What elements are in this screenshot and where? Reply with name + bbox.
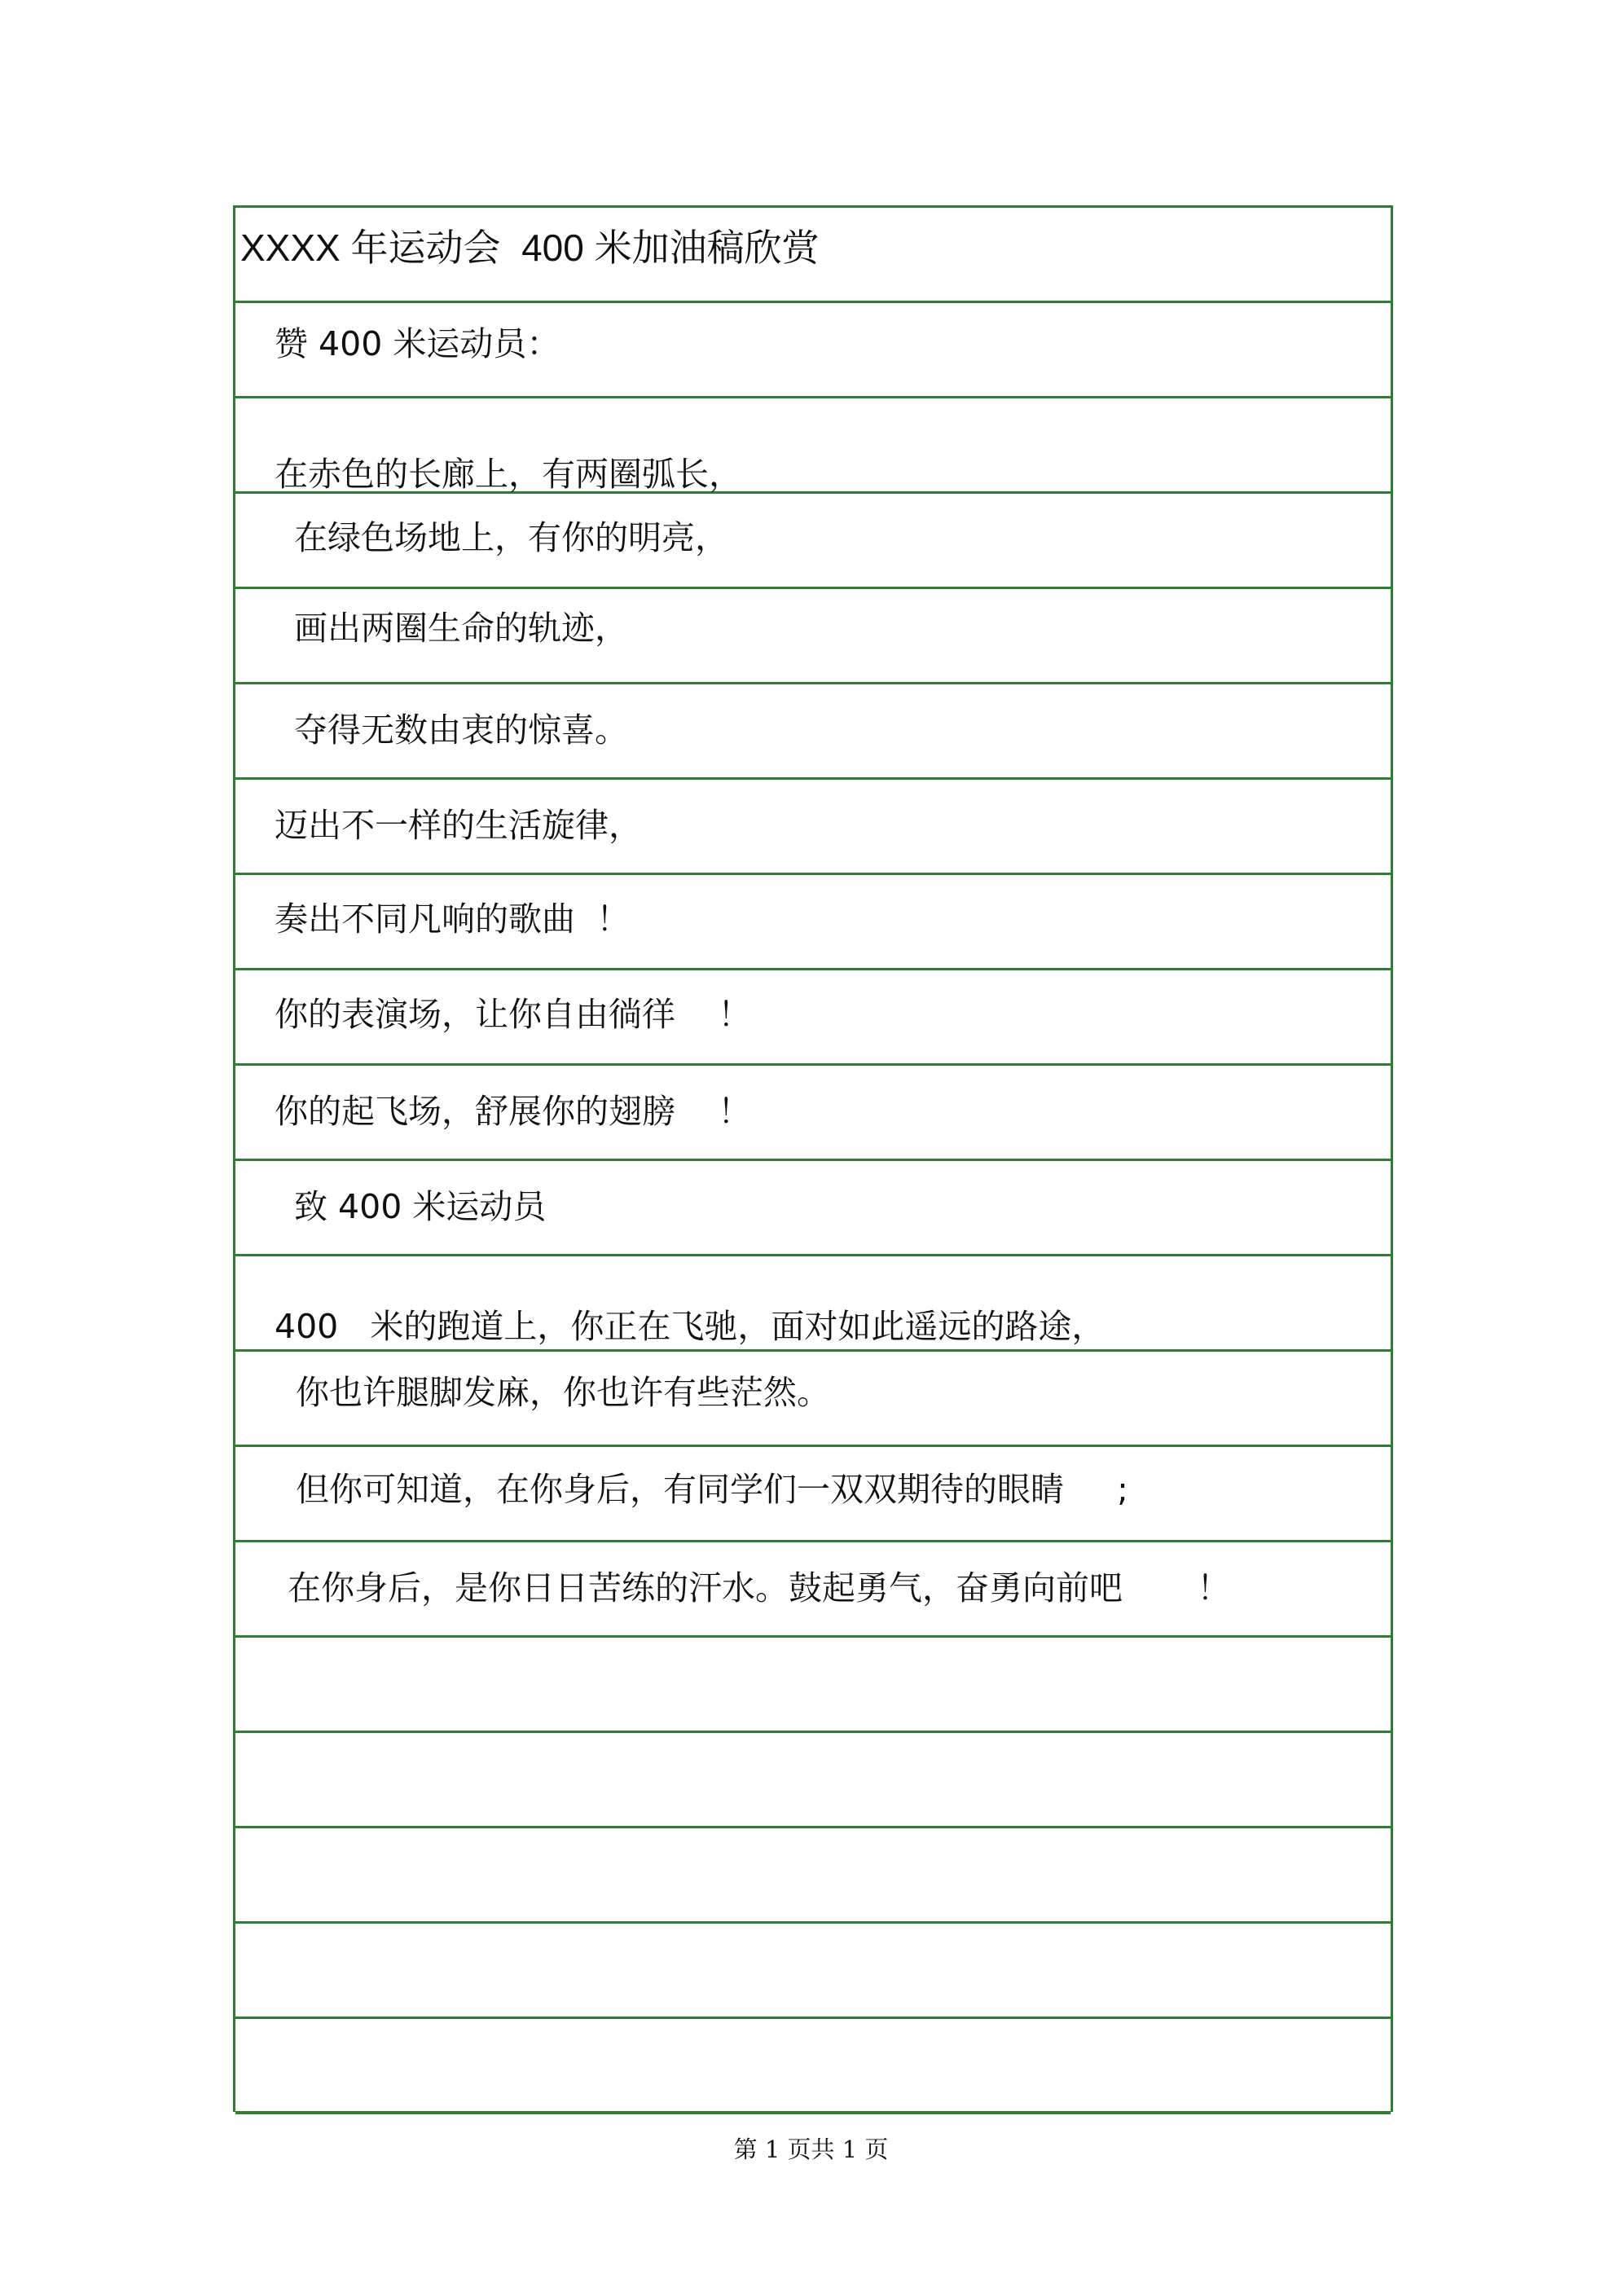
text-line: 在你身后，是你日日苦练的汗水。鼓起勇气，奋勇向前吧 ！	[288, 1568, 1231, 1608]
sheet-row	[235, 1447, 1391, 1542]
sheet-row	[235, 208, 1391, 303]
sheet-row	[235, 1352, 1391, 1447]
text-line: 400 米的跑道上，你正在飞驰，面对如此遥远的路途，	[275, 1307, 1106, 1346]
text-line: 你也许腿脚发麻，你也许有些茫然。	[296, 1373, 830, 1412]
text-line: 奏出不同凡响的歌曲 ！	[275, 899, 631, 939]
text-line: 你的起飞场，舒展你的翅膀 ！	[275, 1092, 752, 1131]
text-line: 在绿色场地上，有你的明亮，	[294, 518, 728, 557]
sheet-row	[235, 1161, 1391, 1256]
sheet-row	[235, 1256, 1391, 1352]
sheet-row	[235, 780, 1391, 875]
sheet-row	[235, 970, 1391, 1066]
document-title: XXXX 年运动会 400 米加油稿欣赏	[240, 227, 820, 269]
sheet-row	[235, 589, 1391, 684]
text-line: 但你可知道，在你身后，有同学们一双双期待的眼睛 ;	[296, 1470, 1128, 1509]
empty-sheet-row	[235, 2019, 1391, 2114]
text-line: 夺得无数由衷的惊喜。	[294, 710, 628, 750]
empty-sheet-row	[235, 1638, 1391, 1733]
sheet-row	[235, 875, 1391, 970]
text-line: 画出两圈生命的轨迹，	[294, 609, 628, 648]
sheet-row	[235, 494, 1391, 589]
page-footer: 第 1 页共 1 页	[733, 2135, 889, 2163]
empty-sheet-row	[235, 1733, 1391, 1828]
text-line: 在赤色的长廊上，有两圈弧长，	[275, 455, 742, 494]
lined-writing-sheet	[233, 205, 1393, 2112]
text-line: 致 400 米运动员	[294, 1187, 547, 1226]
text-line: 你的表演场，让你自由徜徉 ！	[275, 995, 752, 1034]
text-line: 迈出不一样的生活旋律，	[275, 806, 642, 845]
sheet-row	[235, 684, 1391, 780]
empty-sheet-row	[235, 1828, 1391, 1924]
text-line: 赞 400 米运动员：	[275, 324, 560, 363]
empty-sheet-row	[235, 1924, 1391, 2019]
sheet-row	[235, 1542, 1391, 1638]
sheet-row	[235, 303, 1391, 398]
sheet-row	[235, 1066, 1391, 1161]
sheet-row	[235, 398, 1391, 494]
